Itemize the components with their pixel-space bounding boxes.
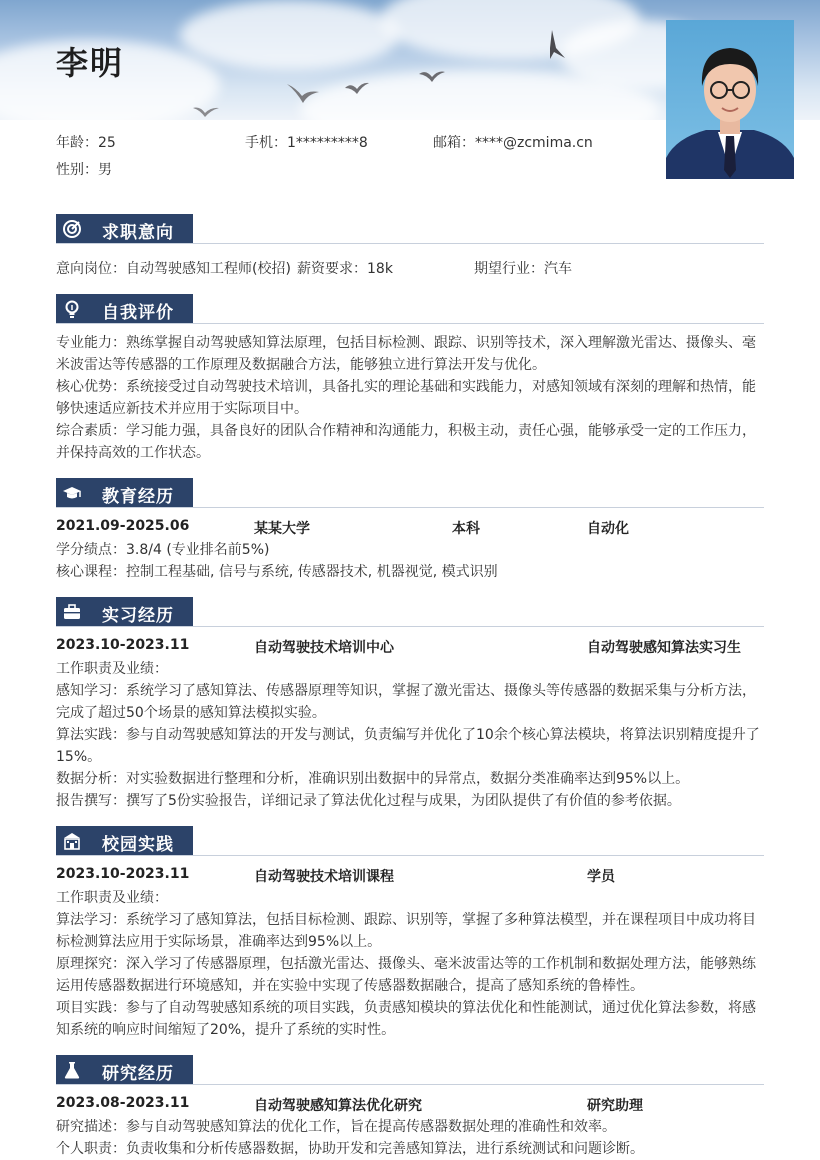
text-line: 核心课程：控制工程基础, 信号与系统, 传感器技术, 机器视觉, 模式识别 <box>56 564 498 580</box>
text-line: 算法学习：系统学习了感知算法，包括目标检测、跟踪、识别等，掌握了多种算法模型，并在课程项目中成功将目 <box>56 912 756 928</box>
research-period: 2023.08-2023.11 <box>56 1095 190 1111</box>
graduation-cap-icon <box>62 483 82 503</box>
divider <box>56 626 764 627</box>
text-line: 研究描述：参与自动驾驶感知算法的优化工作，旨在提高传感器数据处理的准确性和效率。 <box>56 1119 616 1135</box>
school-building-icon <box>62 831 82 851</box>
text-line: 运用传感器数据进行环境感知，并在实验中实现了传感器数据融合，提高了感知系统的鲁棒性。 <box>56 978 644 994</box>
bird-icon <box>286 82 320 104</box>
internship-period: 2023.10-2023.11 <box>56 637 190 653</box>
internship-org: 自动驾驶技术培训中心 <box>254 640 394 656</box>
text-line: 完成了超过50个场景的感知算法模拟实验。 <box>56 705 326 721</box>
age-field: 年龄：25 <box>56 135 116 151</box>
text-line: 个人职责：负责收集和分析传感器数据，协助开发和完善感知算法，进行系统测试和问题诊断。 <box>56 1141 644 1157</box>
text-line: 米波雷达等传感器的工作原理及数据融合方法，能够独立进行算法开发与优化。 <box>56 357 546 373</box>
section-header-research <box>56 1055 193 1085</box>
campus-role: 学员 <box>587 869 615 885</box>
divider <box>56 1084 764 1085</box>
profile-photo <box>666 20 794 179</box>
text-line: 够快速适应新技术并应用于实际项目中。 <box>56 401 308 417</box>
section-title: 自我评价 <box>102 303 174 323</box>
text-line: 专业能力：熟练掌握自动驾驶感知算法原理，包括目标检测、跟踪、识别等技术，深入理解激光雷达、摄像头、毫 <box>56 335 756 351</box>
briefcase-icon <box>62 602 82 622</box>
text-line: 工作职责及业绩： <box>56 890 168 906</box>
text-line: 学分绩点：3.8/4 (专业排名前5%) <box>56 542 270 558</box>
text-line: 知系统的响应时间缩短了20%，提升了系统的实时性。 <box>56 1022 396 1038</box>
section-header-self-evaluation <box>56 294 193 324</box>
research-role: 研究助理 <box>587 1098 643 1114</box>
lightbulb-icon <box>62 299 82 319</box>
bird-icon <box>538 28 568 62</box>
campus-org: 自动驾驶技术培训课程 <box>254 869 394 885</box>
bird-icon <box>418 68 446 84</box>
section-header-education <box>56 478 193 508</box>
campus-period: 2023.10-2023.11 <box>56 866 190 882</box>
text-line: 报告撰写：撰写了5份实验报告，详细记录了算法优化过程与成果，为团队提供了有价值的参考依据。 <box>56 793 681 809</box>
industry-field: 期望行业：汽车 <box>474 261 572 277</box>
text-line: 标检测算法应用于实际场景，准确率达到95%以上。 <box>56 934 382 950</box>
divider <box>56 243 764 244</box>
text-line: 算法实践：参与自动驾驶感知算法的开发与测试，负责编写并优化了10余个核心算法模块，将算法识别精度提升了 <box>56 727 760 743</box>
target-icon <box>62 219 82 239</box>
flask-icon <box>62 1060 82 1080</box>
section-header-campus-practice <box>56 826 193 856</box>
research-org: 自动驾驶感知算法优化研究 <box>254 1098 422 1114</box>
section-title: 校园实践 <box>102 835 174 855</box>
text-line: 并保持高效的工作状态。 <box>56 445 210 461</box>
candidate-name: 李明 <box>56 44 125 82</box>
divider <box>56 323 764 324</box>
text-line: 15%。 <box>56 749 102 765</box>
text-line: 项目实践：参与了自动驾驶感知系统的项目实践，负责感知模块的算法优化和性能测试，通过优化算法参数，将感 <box>56 1000 756 1016</box>
phone-field: 手机：1*********8 <box>245 135 368 151</box>
education-period: 2021.09-2025.06 <box>56 518 190 534</box>
section-title: 研究经历 <box>102 1064 174 1084</box>
text-line: 核心优势：系统接受过自动驾驶技术培训，具备扎实的理论基础和实践能力，对感知领域有深刻的理解和热情，能 <box>56 379 756 395</box>
internship-role: 自动驾驶感知算法实习生 <box>587 640 741 656</box>
education-major: 自动化 <box>587 521 629 537</box>
internship-details <box>56 658 766 812</box>
education-degree: 本科 <box>452 521 480 537</box>
education-school: 某某大学 <box>254 521 310 537</box>
section-title: 实习经历 <box>102 606 174 626</box>
section-header-internship <box>56 597 193 627</box>
self-evaluation-text <box>56 332 766 464</box>
gender-field: 性别：男 <box>56 162 112 178</box>
salary-field: 薪资要求：18k <box>297 261 393 277</box>
text-line: 综合素质：学习能力强，具备良好的团队合作精神和沟通能力，积极主动，责任心强，能够承受一定的工作压力， <box>56 423 756 439</box>
section-header-job-intention <box>56 214 193 244</box>
email-field: 邮箱：****@zcmima.cn <box>433 135 593 151</box>
text-line: 感知学习：系统学习了感知算法、传感器原理等知识，掌握了激光雷达、摄像头等传感器的数据采集与分析方法， <box>56 683 756 699</box>
section-title: 教育经历 <box>102 487 174 507</box>
divider <box>56 855 764 856</box>
campus-details <box>56 887 766 1041</box>
text-line: 原理探究：深入学习了传感器原理，包括激光雷达、摄像头、毫米波雷达等的工作机制和数据处理方法，能够熟练 <box>56 956 756 972</box>
section-title: 求职意向 <box>102 223 174 243</box>
education-details <box>56 539 766 583</box>
bird-icon <box>192 104 220 118</box>
bird-icon <box>344 80 370 96</box>
text-line: 数据分析：对实验数据进行整理和分析，准确识别出数据中的异常点，数据分类准确率达到95%以上。 <box>56 771 690 787</box>
research-details <box>56 1116 766 1160</box>
divider <box>56 507 764 508</box>
position-field: 意向岗位：自动驾驶感知工程师(校招) <box>56 261 291 277</box>
text-line: 工作职责及业绩： <box>56 661 168 677</box>
